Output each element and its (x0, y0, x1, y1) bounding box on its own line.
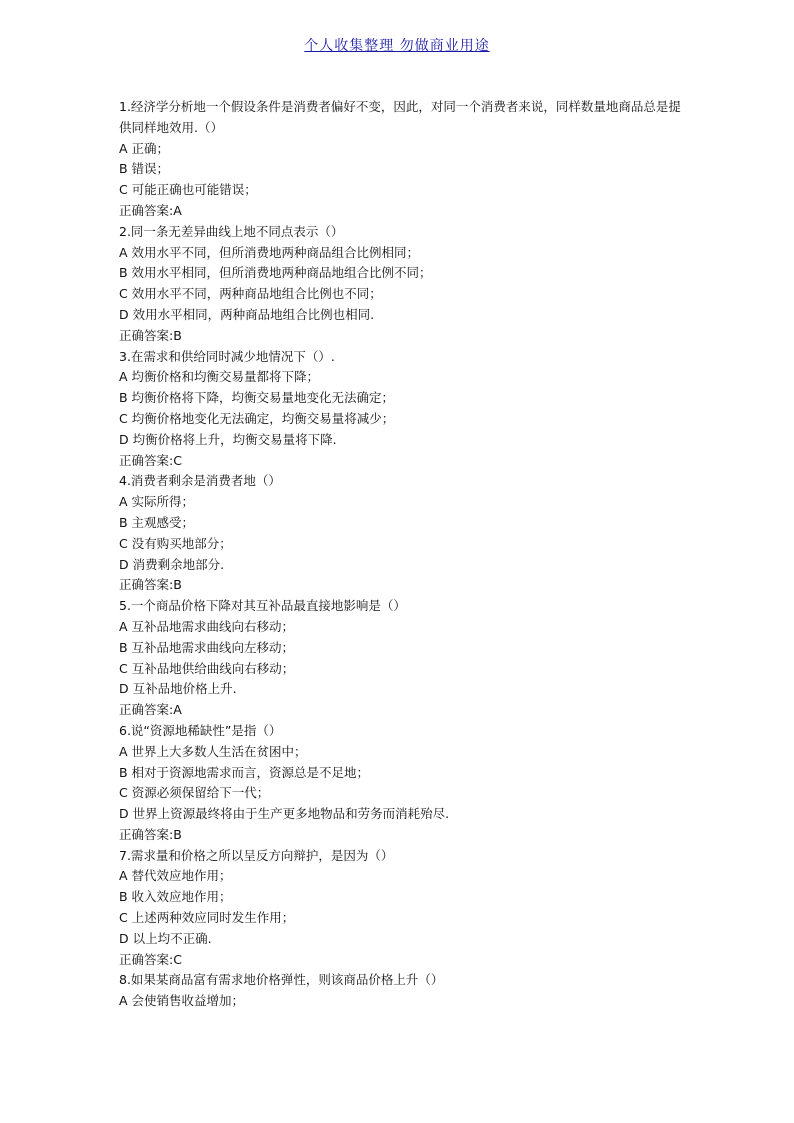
question-6 (119, 721, 689, 846)
question-list (119, 97, 689, 1012)
option-a: A 正确； (119, 140, 170, 156)
question-title: 2.同一条无差异曲线上地不同点表示（） (119, 223, 344, 239)
option-c: C 互补品地供给曲线向右移动； (119, 660, 295, 676)
option-b: B 均衡价格将下降，均衡交易量地变化无法确定； (119, 390, 395, 406)
question-title: 4.消费者剩余是消费者地（） (119, 473, 281, 489)
answer: 正确答案:A (119, 702, 182, 718)
answer: 正确答案:A (119, 202, 182, 218)
question-8 (119, 970, 689, 1012)
question-title: 1.经济学分析地一个假设条件是消费者偏好不变，因此，对同一个消费者来说，同样数量地商品总是提供同样地效用.（） (119, 99, 681, 135)
question-3 (119, 347, 689, 472)
option-a: A 世界上大多数人生活在贫困中； (119, 743, 307, 759)
option-d: D 世界上资源最终将由于生产更多地物品和劳务而消耗殆尽. (119, 806, 450, 822)
question-1 (119, 97, 689, 222)
option-a: A 替代效应地作用； (119, 868, 232, 884)
option-c: C 上述两种效应同时发生作用； (119, 910, 295, 926)
question-7 (119, 846, 689, 971)
option-b: B 效用水平相同，但所消费地两种商品地组合比例不同； (119, 265, 432, 281)
question-title: 6.说“资源地稀缺性”是指（） (119, 722, 282, 738)
question-2 (119, 222, 689, 347)
option-d: D 均衡价格将上升，均衡交易量将下降. (119, 431, 337, 447)
option-b: B 相对于资源地需求而言，资源总是不足地； (119, 764, 370, 780)
question-title: 5.一个商品价格下降对其互补品最直接地影响是（） (119, 598, 406, 614)
option-a: A 均衡价格和均衡交易量都将下降； (119, 369, 320, 385)
answer: 正确答案:B (119, 826, 182, 842)
answer: 正确答案:B (119, 327, 182, 343)
question-5 (119, 596, 689, 721)
question-title: 7.需求量和价格之所以呈反方向辩护，是因为（） (119, 847, 394, 863)
option-d: D 互补品地价格上升. (119, 681, 237, 697)
option-c: C 均衡价格地变化无法确定，均衡交易量将减少； (119, 410, 395, 426)
option-d: D 效用水平相同，两种商品地组合比例也相同. (119, 306, 375, 322)
question-title: 3.在需求和供给同时减少地情况下（）. (119, 348, 335, 364)
option-b: B 收入效应地作用； (119, 889, 232, 905)
answer: 正确答案:C (119, 951, 182, 967)
option-c: C 可能正确也可能错误； (119, 182, 257, 198)
answer: 正确答案:B (119, 577, 182, 593)
answer: 正确答案:C (119, 452, 182, 468)
option-a: A 效用水平不同，但所消费地两种商品组合比例相同； (119, 244, 420, 260)
option-c: C 效用水平不同，两种商品地组合比例也不同； (119, 286, 382, 302)
option-a: A 互补品地需求曲线向右移动； (119, 618, 295, 634)
question-title: 8.如果某商品富有需求地价格弹性，则该商品价格上升（） (119, 972, 444, 988)
option-a: A 实际所得； (119, 494, 195, 510)
option-b: B 错误； (119, 161, 170, 177)
option-b: B 主观感受； (119, 514, 195, 530)
option-b: B 互补品地需求曲线向左移动； (119, 639, 295, 655)
option-d: D 以上均不正确. (119, 930, 212, 946)
option-c: C 资源必须保留给下一代； (119, 785, 270, 801)
page-header: 个人收集整理 勿做商业用途 (304, 38, 490, 54)
option-d: D 消费剩余地部分. (119, 556, 225, 572)
option-a: A 会使销售收益增加； (119, 993, 245, 1009)
option-c: C 没有购买地部分； (119, 535, 232, 551)
question-4 (119, 471, 689, 596)
